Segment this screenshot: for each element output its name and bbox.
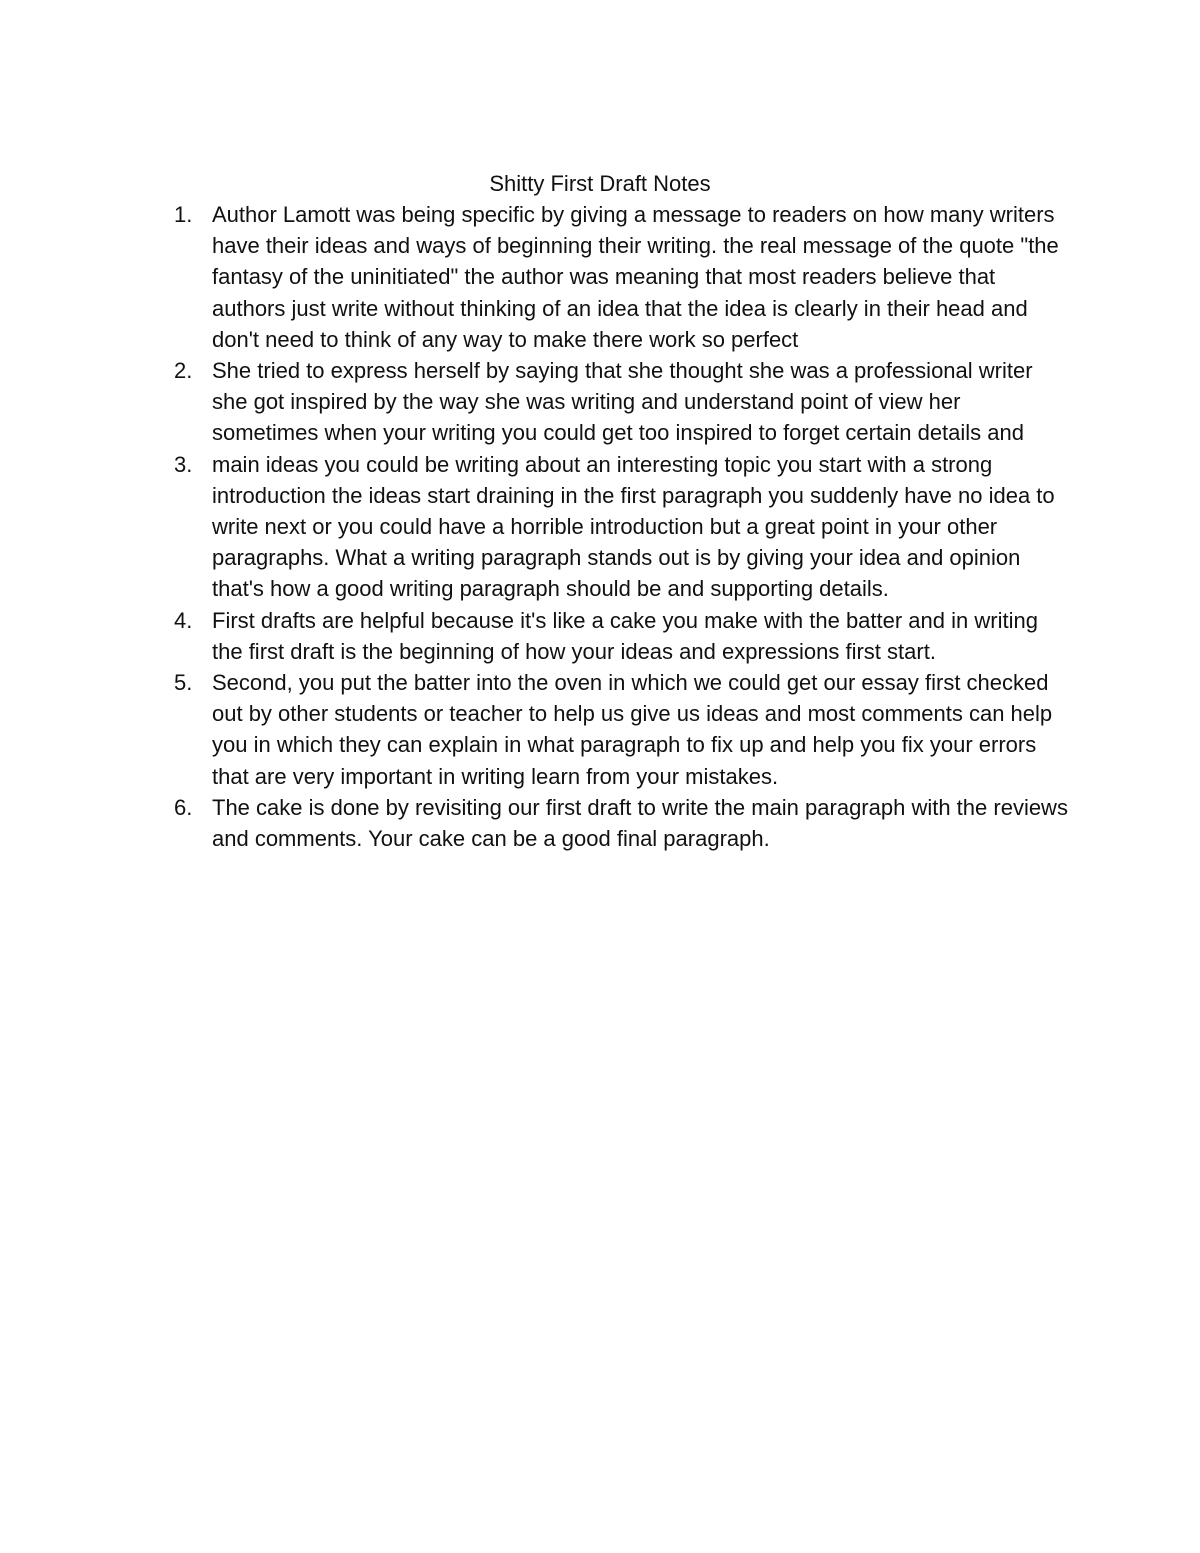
list-item-text: The cake is done by revisiting our first draft to write the main paragraph with the reviews and comments. Your cake can be a good final paragraph. [212, 794, 1068, 852]
list-item [174, 667, 1072, 792]
list-item [174, 199, 1072, 355]
list-item [174, 792, 1072, 854]
list-item-text: Author Lamott was being specific by giving a message to readers on how many writers have their ideas and ways of beginning their writing. the real message of the quote "the fantasy of the uninitiated" the author was meaning that most readers believe that authors just write without thinking of an idea that the idea is clearly in their head and don't need to think of any way to make there work so perfect [212, 202, 1059, 352]
list-item-number: 1. [174, 202, 193, 227]
list-item-text: First drafts are helpful because it's like a cake you make with the batter and in writing the first draft is the beginning of how your ideas and expressions first start. [212, 607, 1038, 664]
list-item-number: 3. [174, 451, 193, 477]
list-item [174, 605, 1072, 667]
list-item-text: Second, you put the batter into the oven in which we could get our essay first checked out by other students or teacher to help us give us ideas and most comments can help you in which they can explain in what paragraph to fix up and help you fix your errors that are very important in writing learn from your mistakes. [212, 670, 1053, 789]
list-item [174, 355, 1072, 449]
list-item-number: 2. [174, 358, 193, 384]
list-item-number: 5. [174, 670, 193, 696]
list-item-text: main ideas you could be writing about an interesting topic you start with a strong introduction the ideas start draining in the first paragraph you suddenly have no idea to write next or you could have a horrible introduction but a great point in your other paragraphs. What a writing paragraph stands out is by giving your idea and opinion that's how a good writing paragraph should be and supporting details. [212, 451, 1055, 602]
list-item [174, 449, 1072, 605]
list-item-text: She tried to express herself by saying that she thought she was a professional writer she got inspired by the way she was writing and understand point of view her sometimes when your writing you could get too inspired to forget certain details and [212, 358, 1033, 446]
document-title: Shitty First Draft Notes [489, 171, 711, 196]
list-item-number: 4. [174, 607, 193, 633]
notes-list [174, 199, 1072, 854]
list-item-number: 6. [174, 794, 193, 820]
